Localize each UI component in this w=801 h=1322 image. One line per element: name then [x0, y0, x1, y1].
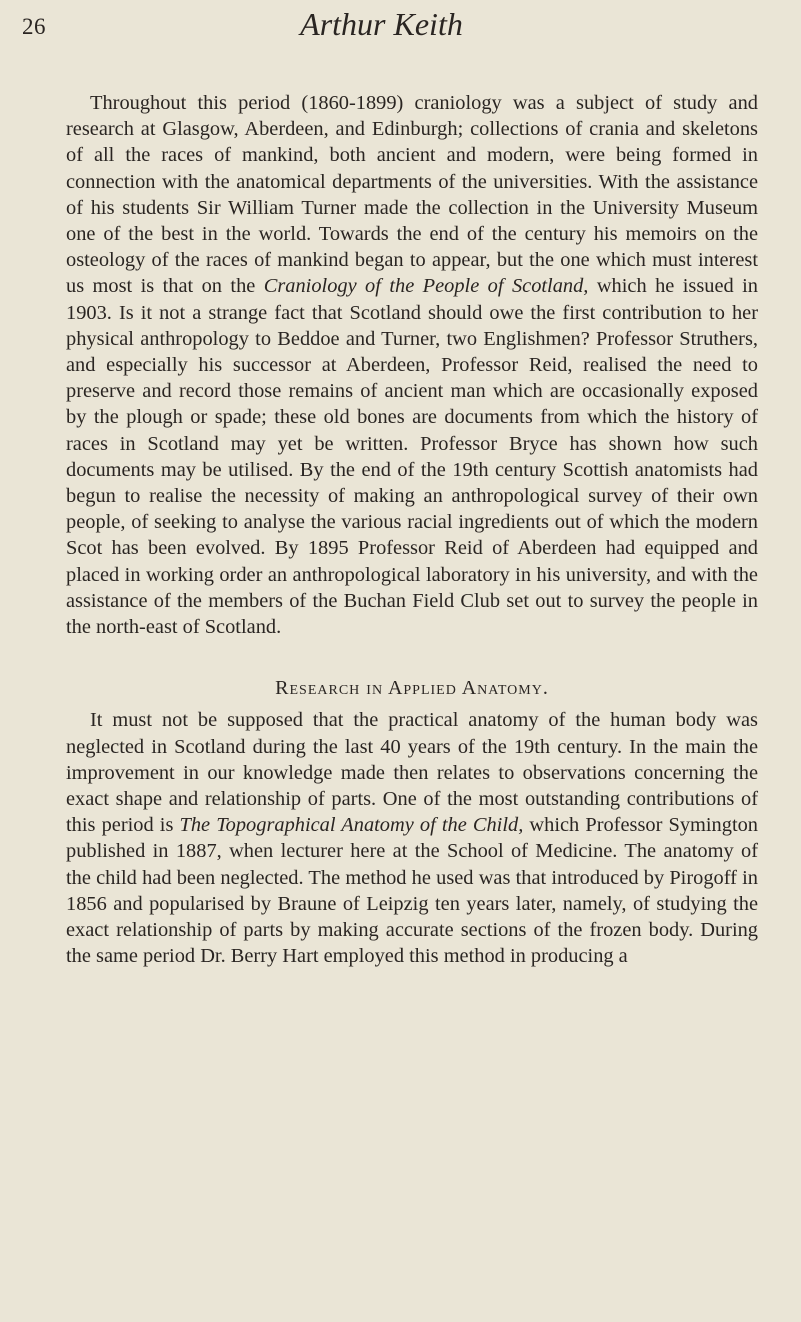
page-number: 26: [22, 14, 46, 39]
page-header: [22, 6, 741, 66]
section-heading: Research in Applied Anatomy.: [275, 677, 549, 700]
text-run: It must not be supposed that the practical anatomy of the human body was neglected in Scotland during the last 40 years of the 19th century. In the main the improvement in our knowledge made then relates to observations concerning the exact shape and relationship of parts. One of the most outstanding contributions of this period is: [66, 709, 758, 837]
paragraph-applied-anatomy: [66, 707, 758, 969]
book-title-topographical-anatomy: The Topographical Anatomy of the Child,: [179, 814, 524, 837]
text-run: Throughout this period (1860-1899) craniology was a subject of study and research at Glasgow, Aberdeen, and Edinburgh; collections of crania and skeletons of all the races of mankind, both ancient and modern, were being formed in connection with the anatomical departments of the universities. With the assistance of his students Sir William Turner made the collection in the University Museum one of the best in the world. Towards the end of the century his memoirs on the osteology of the races of mankind began to appear, but the one which must interest us most is that on the: [66, 92, 758, 298]
text-run: which he issued in 1903. Is it not a strange fact that Scotland should owe the first contribution to her physical anthropology to Beddoe and Turner, two Englishmen? Professor Struthers, and especially his successor at Aberdeen, Professor Reid, realised the need to preserve and record those remains of ancient man which are occasionally exposed by the plough or spade; these old bones are documents from which the history of races in Scotland may yet be written. Professor Bryce has shown how such documents may be utilised. By the end of the 19th century Scottish anatomists had begun to realise the necessity of making an anthropological survey of their own people, of seeking to analyse the various racial ingredients out of which the modern Scot has been evolved. By 1895 Professor Reid of Aberdeen had equipped and placed in working order an anthropological laboratory in his university, and with the assistance of the members of the Buchan Field Club set out to survey the people in the north-east of Scotland.: [66, 275, 758, 639]
body-text: [66, 90, 758, 970]
text-run: which Professor Symington published in 1887, when lecturer here at the School of Medicine. The anatomy of the child had been neglected. The method he used was that introduced by Pirogoff in 1856 and popularised by Braune of Leipzig ten years later, namely, of studying the exact relationship of parts by making accurate sections of the frozen body. During the same period Dr. Berry Hart employed this method in producing a: [66, 814, 758, 968]
running-head: Arthur Keith: [300, 6, 463, 42]
paragraph-craniology: [66, 90, 758, 640]
book-title-craniology: Craniology of the People of Scotland,: [263, 275, 589, 298]
